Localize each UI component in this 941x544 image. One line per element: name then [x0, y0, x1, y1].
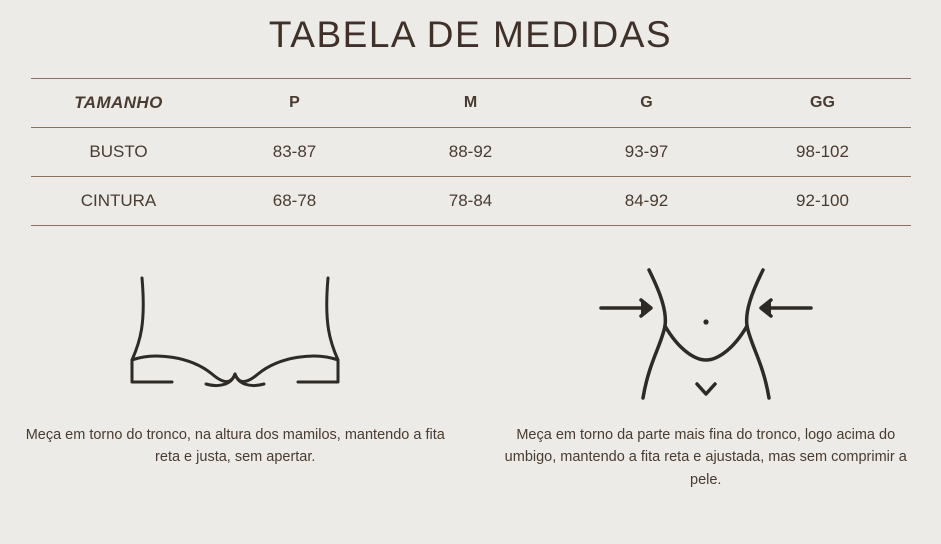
guide-waist-caption: Meça em torno da parte mais fina do tronco, logo acima do umbigo, mantendo a fita reta e ajustada, mas sem comprimir a pele.	[504, 427, 907, 488]
cell-busto-g: 93-97	[559, 128, 735, 177]
waist-measure-figure	[496, 264, 916, 414]
measurement-guides	[0, 264, 941, 491]
table-row	[31, 177, 911, 226]
size-table-header	[31, 79, 911, 128]
column-header-tamanho: TAMANHO	[31, 79, 207, 128]
column-header-g: G	[559, 79, 735, 128]
size-table-body	[31, 128, 911, 226]
cell-busto-m: 88-92	[383, 128, 559, 177]
cell-busto-gg: 98-102	[735, 128, 911, 177]
bust-measure-icon	[120, 264, 350, 414]
column-header-m: M	[383, 79, 559, 128]
cell-cintura-p: 68-78	[207, 177, 383, 226]
table-row	[31, 128, 911, 177]
guide-bust	[25, 264, 445, 469]
cell-busto-p: 83-87	[207, 128, 383, 177]
cell-cintura-gg: 92-100	[735, 177, 911, 226]
column-header-p: P	[207, 79, 383, 128]
column-header-gg: GG	[735, 79, 911, 128]
row-label-cintura: CINTURA	[31, 177, 207, 226]
size-table	[31, 78, 911, 226]
cell-cintura-m: 78-84	[383, 177, 559, 226]
guide-waist	[496, 264, 916, 491]
row-label-busto: BUSTO	[31, 128, 207, 177]
bust-measure-figure	[25, 264, 445, 414]
guide-bust-caption: Meça em torno do tronco, na altura dos mamilos, mantendo a fita reta e justa, sem apertar.	[25, 427, 445, 466]
table-header-row	[31, 79, 911, 128]
cell-cintura-g: 84-92	[559, 177, 735, 226]
page-title: TABELA DE MEDIDAS	[268, 14, 673, 55]
waist-measure-icon	[591, 264, 821, 414]
